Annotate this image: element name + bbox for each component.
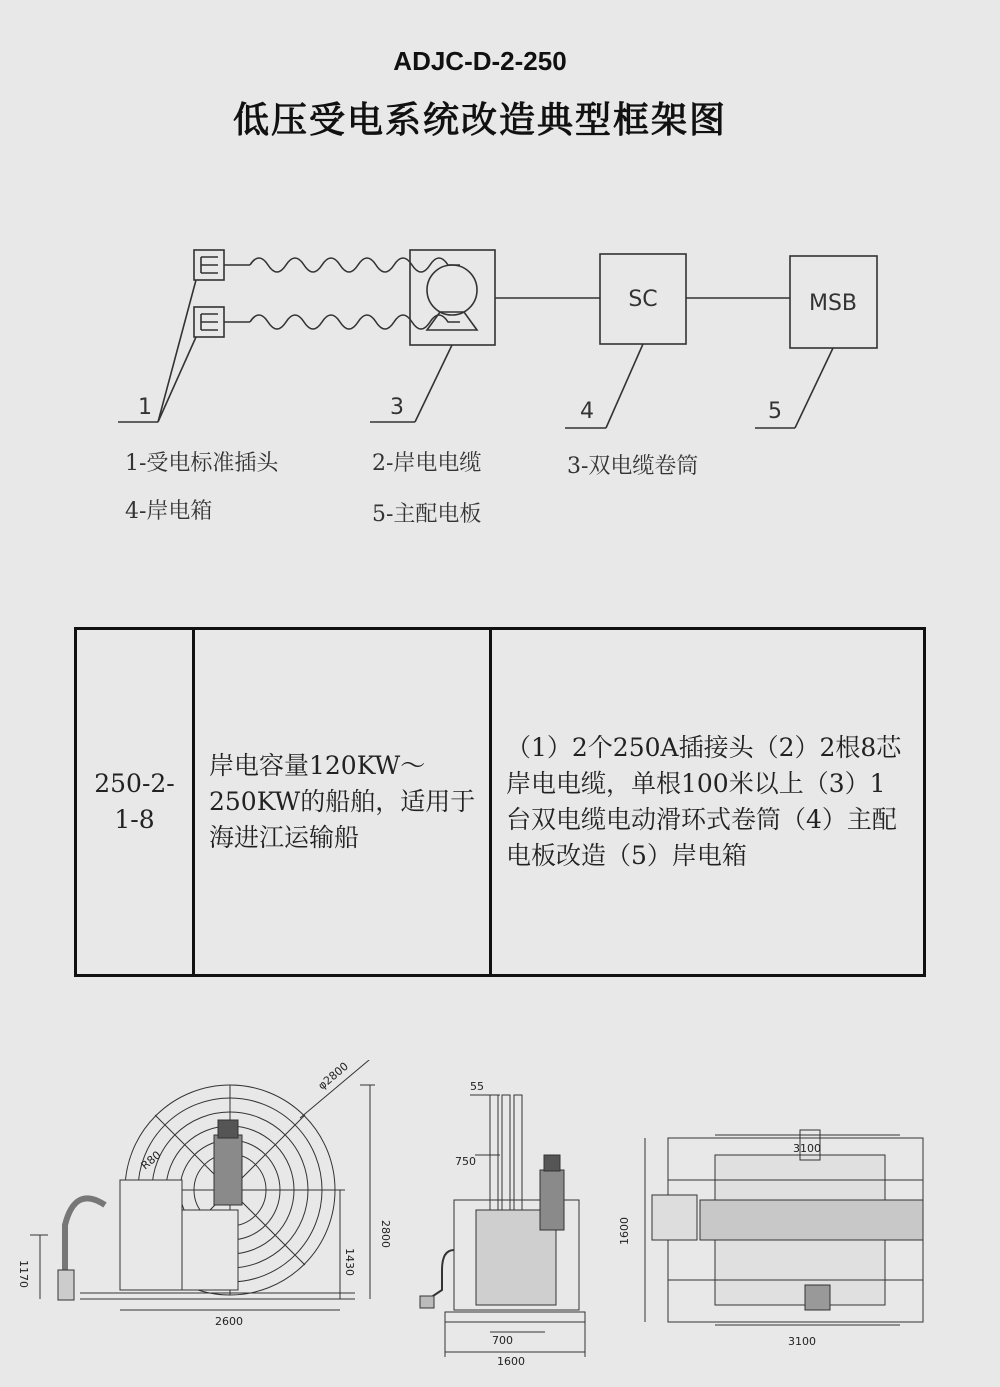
front-height-mid: 1430 [343,1248,356,1276]
side-top-label: 55 [470,1080,484,1093]
legend-item-2: 2-岸电电缆 [372,451,482,476]
model-number: ADJC-D-2-250 [393,46,567,76]
front-height-left: 1170 [17,1260,30,1288]
msb-label: MSB [808,291,858,316]
callout-3: 3 [390,395,404,420]
plug-icon-lower [194,307,250,337]
legend-item-3: 3-双电缆卷筒 [567,454,699,479]
side-base-outer: 1600 [497,1355,525,1368]
callout-5: 5 [768,399,782,424]
model-code-cell: 250-2-1-8 [77,630,195,974]
callout-1: 1 [138,395,152,420]
legend-item-1: 1-受电标准插头 [125,451,279,476]
front-view-drawing [30,1060,375,1310]
plug-icon-upper [194,250,250,280]
spec-table [74,627,926,977]
technical-drawings [0,1060,1000,1380]
top-width-upper: 3100 [793,1142,821,1155]
side-upper-label: 750 [455,1155,476,1168]
legend-item-5: 5-主配电板 [372,502,482,527]
capacity-cell: 岸电容量120KW～250KW的船舶，适用于海进江运输船 [195,630,492,974]
front-radius-label: R80 [138,1148,164,1173]
side-view-drawing [420,1095,585,1357]
page-title: 低压受电系统改造典型框架图 [232,100,727,141]
front-width: 2600 [215,1315,243,1328]
top-depth: 1600 [618,1217,631,1245]
top-view-drawing [645,1130,923,1325]
scope-cell: （1）2个250A插接头（2）2根8芯岸电电缆，单根100米以上（3）1台双电缆电动滑环式卷筒（4）主配电板改造（5）岸电箱 [506,733,902,870]
top-width-lower: 3100 [788,1335,816,1348]
legend-item-4: 4-岸电箱 [125,499,213,524]
cable-upper [250,258,460,272]
reel-box [410,250,495,345]
front-height-total: 2800 [379,1220,392,1248]
front-diameter-label: φ2800 [315,1060,351,1093]
callout-4: 4 [580,399,594,424]
side-base-inner: 700 [492,1334,513,1347]
sc-label: SC [628,287,658,312]
